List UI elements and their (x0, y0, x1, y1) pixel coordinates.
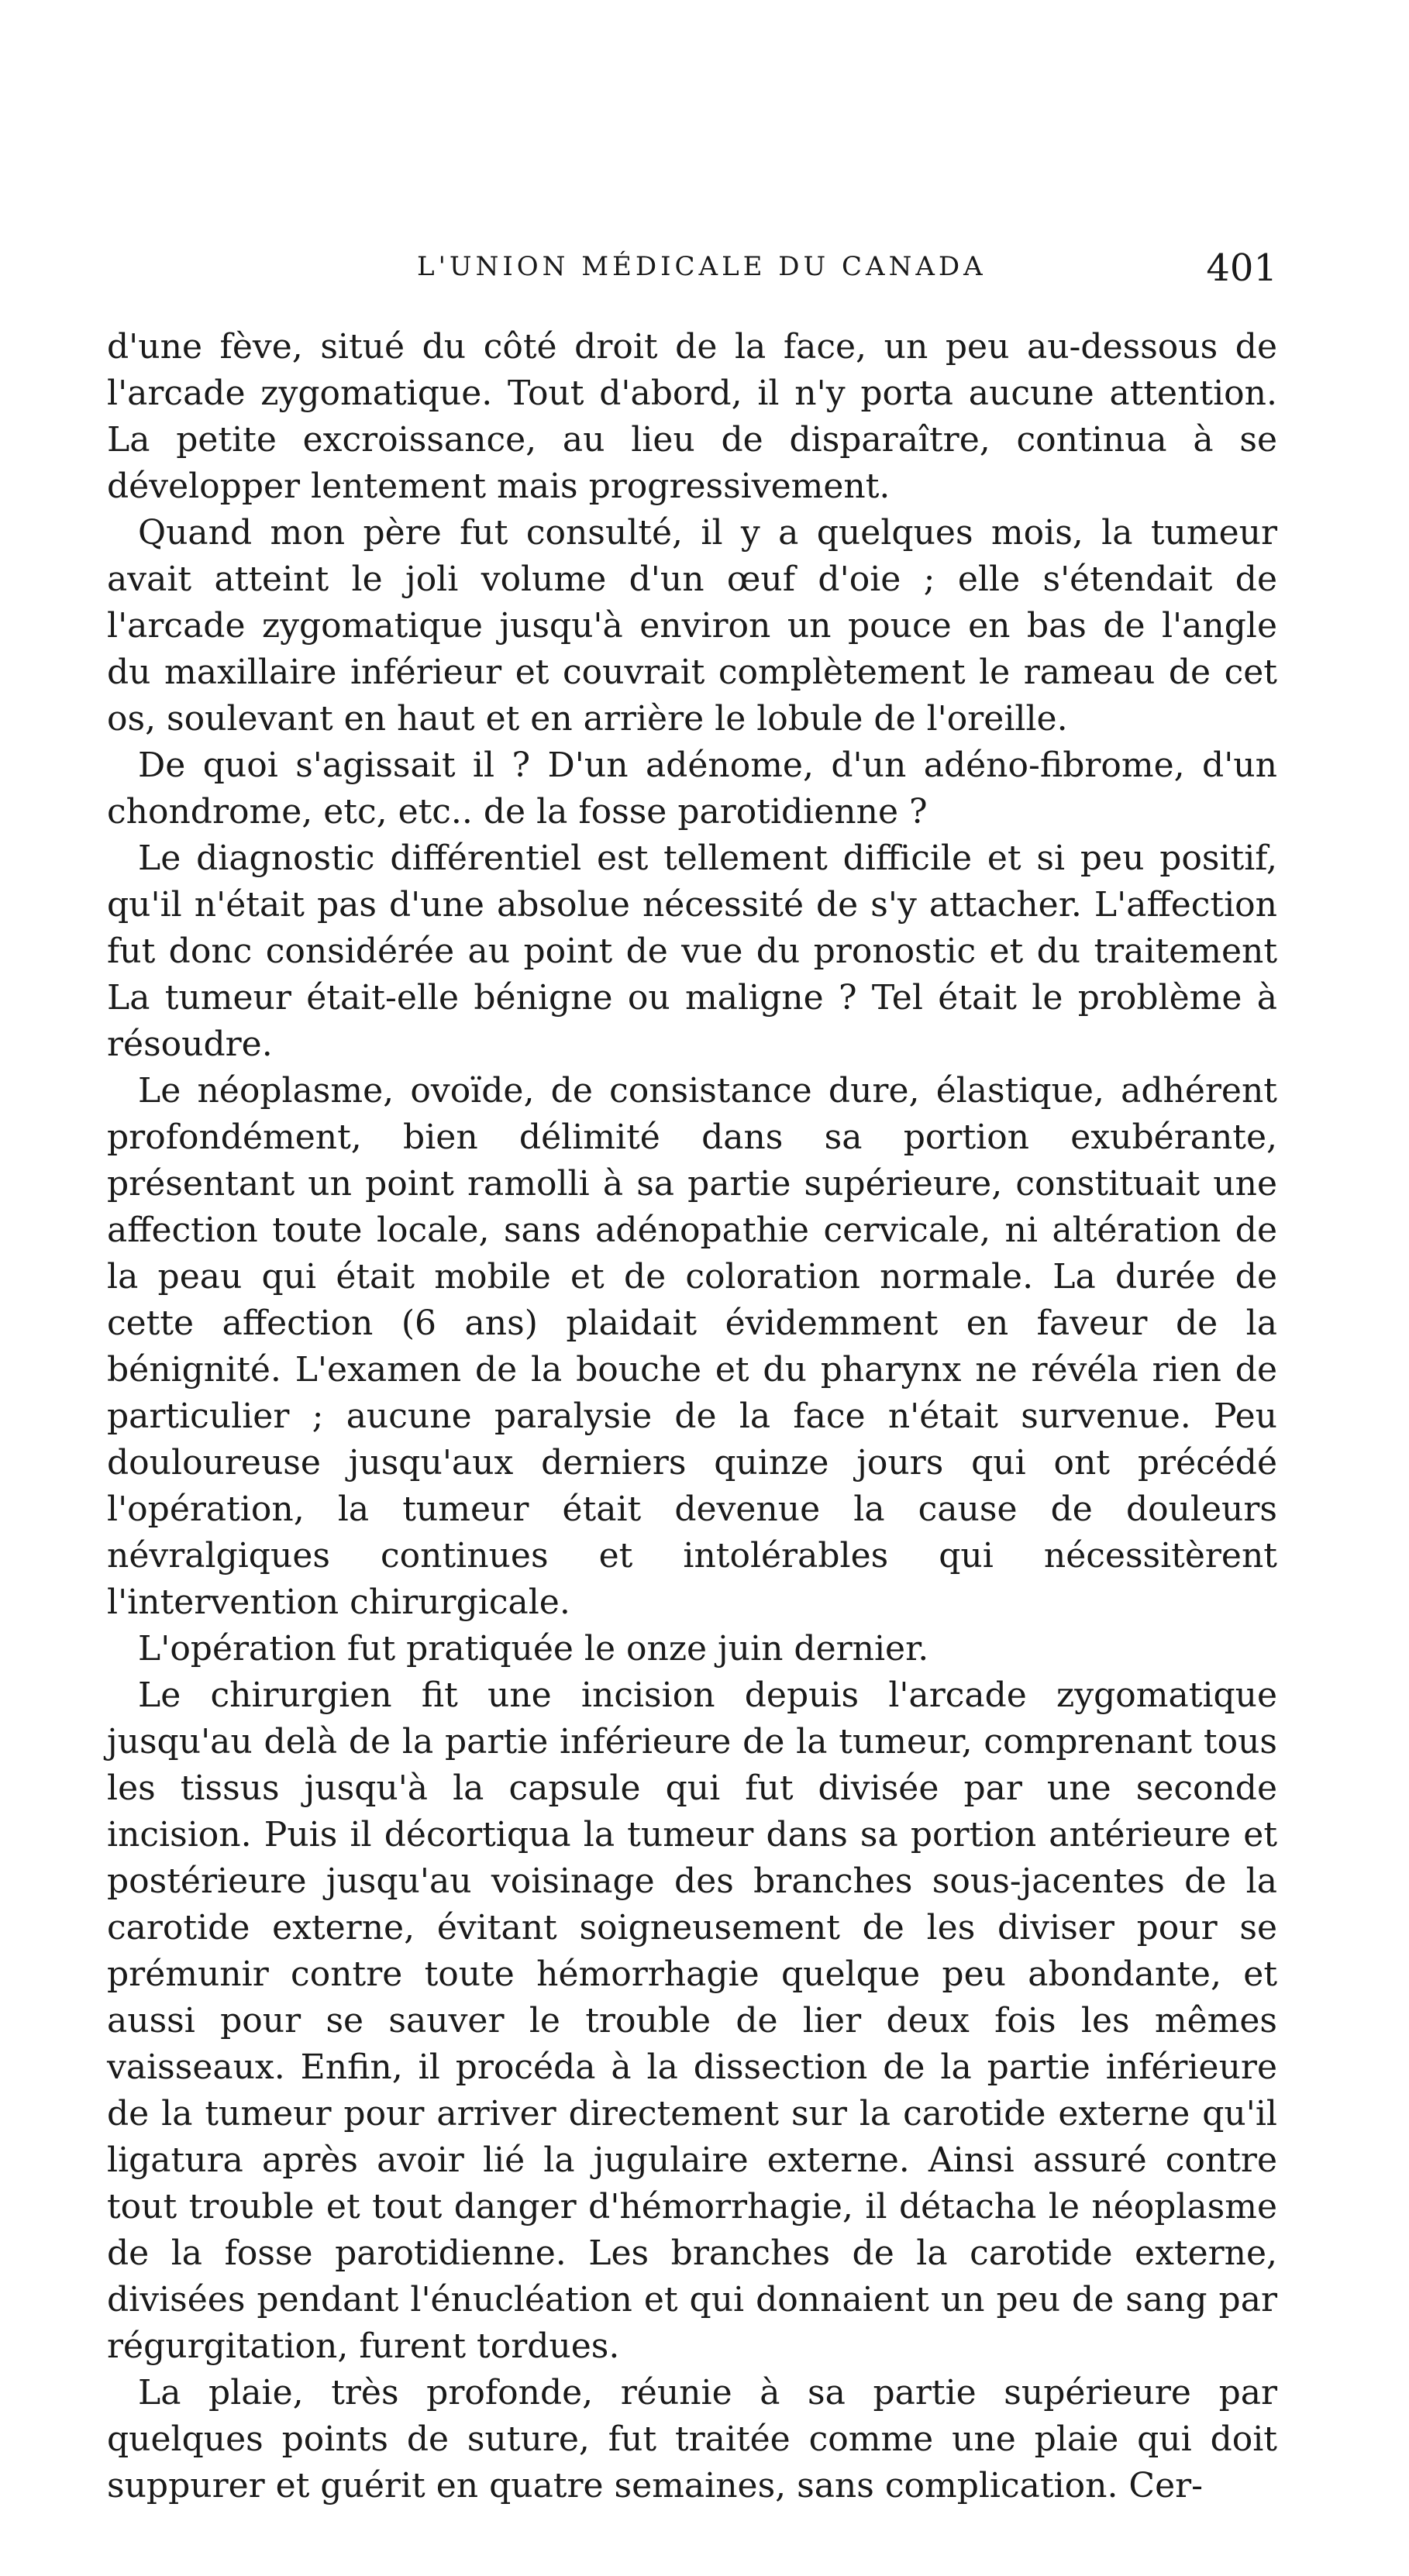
paragraph-2: Quand mon père fut consulté, il y a quelques mois, la tumeur avait atteint le joli volume d'un œuf d'oie ; elle s'étendait de l'arcade zygomatique jusqu'à environ un pouce en bas de l'angle du maxillaire inférieur et couvrait complètement le rameau de cet os, soulevant en haut et en arrière le lobule de l'oreille. (107, 513, 1277, 739)
paragraph-6: L'opération fut pratiquée le onze juin dernier. (138, 1629, 929, 1669)
running-title: L'UNION MÉDICALE DU CANADA (417, 251, 987, 282)
running-head (107, 246, 1277, 293)
paragraph-4: Le diagnostic différentiel est tellement difficile et si peu positif, qu'il n'était pas d'une absolue nécessité de s'y attacher. L'affection fut donc considérée au point de vue du pronostic et du traitement La tumeur était-elle bénigne ou maligne ? Tel était le problème à résoudre. (107, 839, 1277, 1064)
paragraph-3: De quoi s'agissait il ? D'un adénome, d'un adéno-fibrome, d'un chondrome, etc, etc.. de la fosse parotidienne ? (107, 746, 1277, 832)
body-text (107, 324, 1277, 2509)
paragraph-8: La plaie, très profonde, réunie à sa partie supérieure par quelques points de suture, fut traitée comme une plaie qui doit suppurer et guérit en quatre semaines, sans complication. Cer- (107, 2373, 1277, 2505)
page-number: 401 (1206, 246, 1277, 290)
paragraph-1: d'une fève, situé du côté droit de la face, un peu au-dessous de l'arcade zygomatique. Tout d'abord, il n'y porta aucune attention. La petite excroissance, au lieu de disparaître, continua à se développer lentement mais progressivement. (107, 327, 1277, 506)
paragraph-7: Le chirurgien fit une incision depuis l'arcade zygomatique jusqu'au delà de la partie inférieure de la tumeur, comprenant tous les tissus jusqu'à la capsule qui fut divisée par une seconde incision. Puis il décortiqua la tumeur dans sa portion antérieure et postérieure jusqu'au voisinage des branches sous-jacentes de la carotide externe, évitant soigneusement de les diviser pour se prémunir contre toute hémorrhagie quelque peu abondante, et aussi pour se sauver le trouble de lier deux fois les mêmes vaisseaux. Enfin, il procéda à la dissection de la partie inférieure de la tumeur pour arriver directement sur la carotide externe qu'il ligatura après avoir lié la jugulaire externe. Ainsi assuré contre tout trouble et tout danger d'hémorrhagie, il détacha le néoplasme de la fosse parotidienne. Les branches de la carotide externe, divisées pendant l'énucléation et qui donnaient un peu de sang par régurgitation, furent tordues. (107, 1675, 1277, 2366)
paragraph-5: Le néoplasme, ovoïde, de consistance dure, élastique, adhérent profondément, bien délimité dans sa portion exubérante, présentant un point ramolli à sa partie supérieure, constituait une affection toute locale, sans adénopathie cervicale, ni altération de la peau qui était mobile et de coloration normale. La durée de cette affection (6 ans) plaidait évidemment en faveur de la bénignité. L'examen de la bouche et du pharynx ne révéla rien de particulier ; aucune paralysie de la face n'était survenue. Peu douloureuse jusqu'aux derniers quinze jours qui ont précédé l'opération, la tumeur était devenue la cause de douleurs névralgiques continues et intolérables qui nécessitèrent l'intervention chirurgicale. (107, 1071, 1277, 1622)
